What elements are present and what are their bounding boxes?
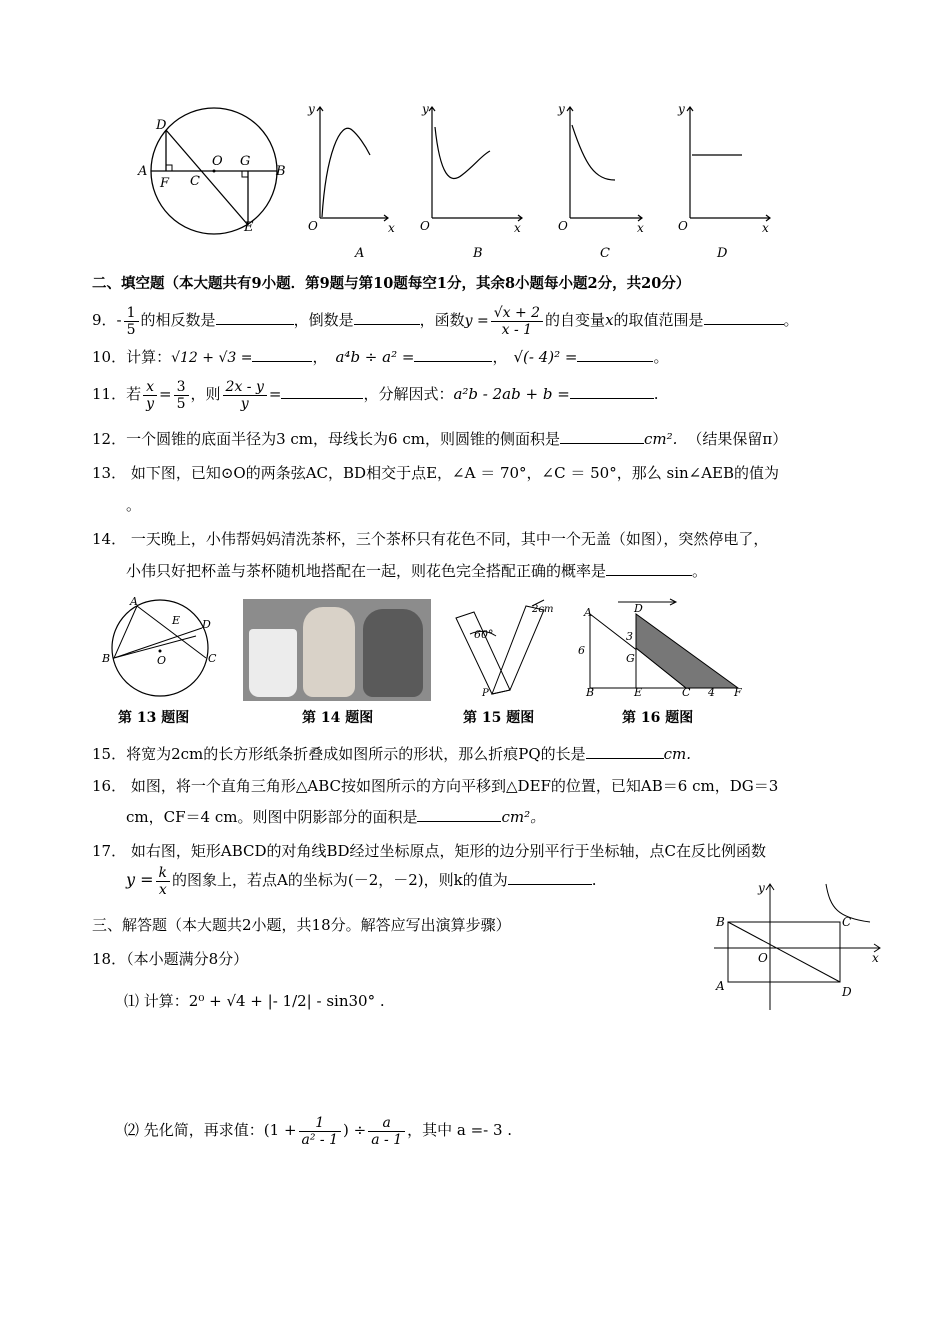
question-13-cont: 。	[126, 496, 142, 514]
graph-b-y: y	[422, 102, 429, 116]
q16-end: cm²。	[501, 808, 546, 826]
circle-label-F: F	[160, 176, 170, 191]
f16-E: E	[634, 686, 643, 696]
figure-17	[708, 878, 888, 1018]
figure-16	[578, 596, 748, 696]
question-9	[92, 300, 799, 340]
circle-label-B: B	[276, 164, 286, 179]
q18-p2-gn: a	[368, 1115, 405, 1132]
q10-end: 。	[653, 348, 669, 366]
graph-a-y: y	[308, 102, 315, 116]
graph-a-origin: O	[308, 219, 318, 233]
caption-14: 第 14 题图	[302, 710, 374, 726]
f13-A: A	[130, 596, 138, 608]
q9-t1: 的相反数是	[140, 311, 216, 329]
q9-t2: ，倒数是	[293, 311, 354, 329]
q11-fx-n: x	[143, 379, 157, 396]
f17-O: O	[758, 951, 768, 965]
f13-E: E	[172, 614, 181, 627]
q9-fy: y =	[464, 313, 489, 329]
q11-fx-d: y	[146, 395, 155, 412]
q10-e2: a⁴b ÷ a² =	[335, 348, 415, 366]
q11-f35-n: 3	[174, 379, 189, 396]
question-16-line2	[126, 806, 545, 828]
f16-D: D	[634, 602, 643, 615]
q10-blank-2[interactable]	[414, 347, 492, 362]
q11-t1: ，则	[190, 385, 221, 403]
question-14-line1: 14． 一天晚上，小伟帮妈妈清洗茶杯，三个茶杯只有花色不同，其中一个无盖（如图），突然停电了，	[92, 530, 769, 548]
q11-e: a²b - 2ab + b =	[453, 385, 570, 403]
q18-p2-c: ，其中 a =- 3 .	[407, 1121, 513, 1139]
cup-2	[303, 607, 355, 697]
q12-unit: cm².	[643, 430, 678, 448]
q9-frac-d: 5	[126, 321, 136, 338]
f17-A: A	[716, 979, 725, 993]
q9-fn: √x + 2	[491, 305, 543, 322]
q10-blank-3[interactable]	[577, 347, 653, 362]
q17-end: .	[591, 871, 597, 889]
q18-p2-a: (1 +	[263, 1121, 297, 1139]
f16-B: B	[586, 686, 595, 696]
q9-num: 9．	[92, 311, 117, 329]
f16-6: 6	[578, 644, 585, 657]
circle-label-A: A	[138, 164, 148, 179]
q11-blank-2[interactable]	[570, 384, 654, 399]
question-18-part1	[124, 990, 385, 1012]
q11-f2-d: y	[240, 395, 249, 412]
question-18-title: 18．（本小题满分8分）	[92, 950, 249, 968]
graph-a	[317, 107, 388, 221]
circle-label-E: E	[244, 220, 254, 235]
q11-eq: =	[159, 385, 172, 403]
q10-sep1: ，	[312, 348, 328, 366]
graph-b	[429, 107, 522, 221]
graph-c-y: y	[558, 102, 565, 116]
q11-f35-d: 5	[176, 395, 186, 412]
f13-D: D	[202, 618, 211, 631]
q16-blank[interactable]	[417, 807, 501, 822]
graph-c-x: x	[637, 221, 644, 235]
q11-f2-n: 2x - y	[223, 379, 267, 396]
q14-end: 。	[692, 562, 708, 580]
q12-text: 12．一个圆锥的底面半径为3 cm，母线长为6 cm，则圆锥的侧面积是	[92, 430, 560, 448]
f17-C: C	[842, 915, 852, 929]
question-17-line1: 17． 如右图，矩形ABCD的对角线BD经过坐标原点，矩形的边分别平行于坐标轴，点C在反比例函数	[92, 842, 767, 860]
q17-fn: k	[156, 865, 170, 882]
q9-var: x	[605, 311, 614, 329]
question-11	[92, 374, 659, 414]
question-17-line2	[126, 860, 597, 900]
question-13: 13． 如下图，已知⊙O的两条弦AC，BD相交于点E，∠A ＝ 70°，∠C ＝ 50°，那么 sin∠AEB的值为	[92, 464, 780, 482]
q15-text: 15．将宽为2cm的长方形纸条折叠成如图所示的形状，那么折痕PQ的长是	[92, 745, 586, 763]
graph-b-x: x	[514, 221, 521, 235]
f16-3: 3	[626, 630, 633, 643]
q14-blank[interactable]	[606, 561, 692, 576]
q10-e1: √12 + √3 =	[171, 350, 253, 366]
q10-e3: √(- 4)² =	[513, 348, 578, 366]
q15-end: cm.	[663, 745, 692, 763]
q17-fy: y =	[126, 870, 154, 889]
circle-label-C: C	[190, 174, 200, 189]
graph-label-d: D	[717, 246, 728, 261]
f17-y: y	[758, 881, 765, 895]
q16-text2: cm，CF＝4 cm。则图中阴影部分的面积是	[126, 808, 418, 826]
graph-b-origin: O	[420, 219, 430, 233]
circle-label-O: O	[212, 154, 223, 169]
q11-num: 11．若	[92, 385, 142, 403]
q9-blank-3[interactable]	[704, 310, 784, 325]
caption-13: 第 13 题图	[118, 710, 190, 726]
figure-14-photo	[243, 599, 431, 701]
section2-heading: 二、填空题（本大题共有9小题．第9题与第10题每空1分，其余8小题每小题2分，共20分）	[92, 275, 691, 292]
q9-fd: x - 1	[501, 321, 533, 338]
q10-num: 10．计算：	[92, 348, 172, 366]
f15-P: P	[482, 688, 489, 699]
f17-x: x	[872, 951, 879, 965]
question-18-part2	[124, 1110, 512, 1150]
q9-blank-1[interactable]	[216, 310, 294, 325]
q11-eq2: =	[268, 385, 282, 403]
f15-angle: 60°	[474, 628, 494, 641]
q9-t5: 的取值范围是	[613, 311, 704, 329]
f16-A: A	[584, 606, 592, 619]
circle-figure	[151, 108, 277, 234]
q18-p1-expr: 2⁰ + √4 + |- 1/2| - sin30° .	[188, 992, 385, 1010]
f16-F: F	[734, 686, 742, 696]
f15-width: 2cm	[532, 604, 554, 615]
graph-c-origin: O	[558, 219, 568, 233]
q9-blank-2[interactable]	[354, 310, 420, 325]
caption-16: 第 16 题图	[622, 710, 694, 726]
q17-text2: 的图象上，若点A的坐标为(－2，－2)，则k的值为	[172, 871, 508, 889]
question-12	[92, 428, 787, 450]
f17-B: B	[716, 915, 725, 929]
q17-fd: x	[158, 881, 167, 898]
cup-1	[249, 629, 297, 697]
f16-4: 4	[708, 686, 715, 696]
question-10	[92, 346, 668, 369]
q11-blank-1[interactable]	[281, 384, 363, 399]
q10-sep2: ，	[492, 348, 508, 366]
f17-D: D	[842, 985, 852, 999]
q12-blank[interactable]	[560, 429, 644, 444]
q18-p2-fn: 1	[299, 1115, 342, 1132]
q18-p1-label: ⑴ 计算：	[124, 992, 189, 1010]
q18-p2-label: ⑵ 先化简，再求值：	[124, 1121, 264, 1139]
q9-frac-n: 1	[124, 305, 139, 322]
graph-d	[687, 107, 770, 221]
figure-15	[448, 598, 568, 702]
graph-d-y: y	[678, 102, 685, 116]
graph-label-a: A	[355, 246, 365, 261]
q17-blank[interactable]	[508, 870, 592, 885]
q18-p2-b: ) ÷	[343, 1121, 367, 1139]
f16-G: G	[626, 652, 635, 665]
graph-d-origin: O	[678, 219, 688, 233]
q9-neg: -	[116, 311, 122, 329]
caption-15: 第 15 题图	[463, 710, 535, 726]
graph-label-c: C	[600, 246, 610, 261]
q11-t2: ，分解因式：	[363, 385, 454, 403]
q9-t3: ，函数	[419, 311, 465, 329]
top-figures	[130, 95, 790, 275]
q15-blank[interactable]	[586, 744, 664, 759]
question-14-line2	[126, 560, 707, 582]
section3-heading: 三、解答题（本大题共2小题，共18分。解答应写出演算步骤）	[92, 916, 511, 934]
circle-label-D: D	[156, 118, 167, 133]
cup-3	[363, 609, 423, 697]
q9-t4: 的自变量	[545, 311, 606, 329]
q10-blank-1[interactable]	[252, 347, 312, 362]
f13-B: B	[102, 652, 111, 665]
q12-note: （结果保留π）	[687, 430, 788, 448]
question-15	[92, 743, 691, 765]
f13-C: C	[208, 652, 217, 665]
q14-text2: 小伟只好把杯盖与茶杯随机地搭配在一起，则花色完全搭配正确的概率是	[126, 562, 607, 580]
q9-end: 。	[783, 311, 799, 329]
q11-end: .	[653, 385, 659, 403]
graph-label-b: B	[473, 246, 483, 261]
circle-label-G: G	[240, 154, 251, 169]
graph-d-x: x	[762, 221, 769, 235]
f13-O: O	[157, 654, 167, 667]
graph-a-x: x	[388, 221, 395, 235]
graph-c	[567, 107, 642, 221]
q18-p2-gd: a - 1	[371, 1131, 403, 1148]
q18-p2-fd: a² - 1	[301, 1131, 339, 1148]
question-16-line1: 16． 如图，将一个直角三角形△ABC按如图所示的方向平移到△DEF的位置，已知AB＝6 cm，DG＝3	[92, 777, 779, 795]
f16-C: C	[682, 686, 691, 696]
